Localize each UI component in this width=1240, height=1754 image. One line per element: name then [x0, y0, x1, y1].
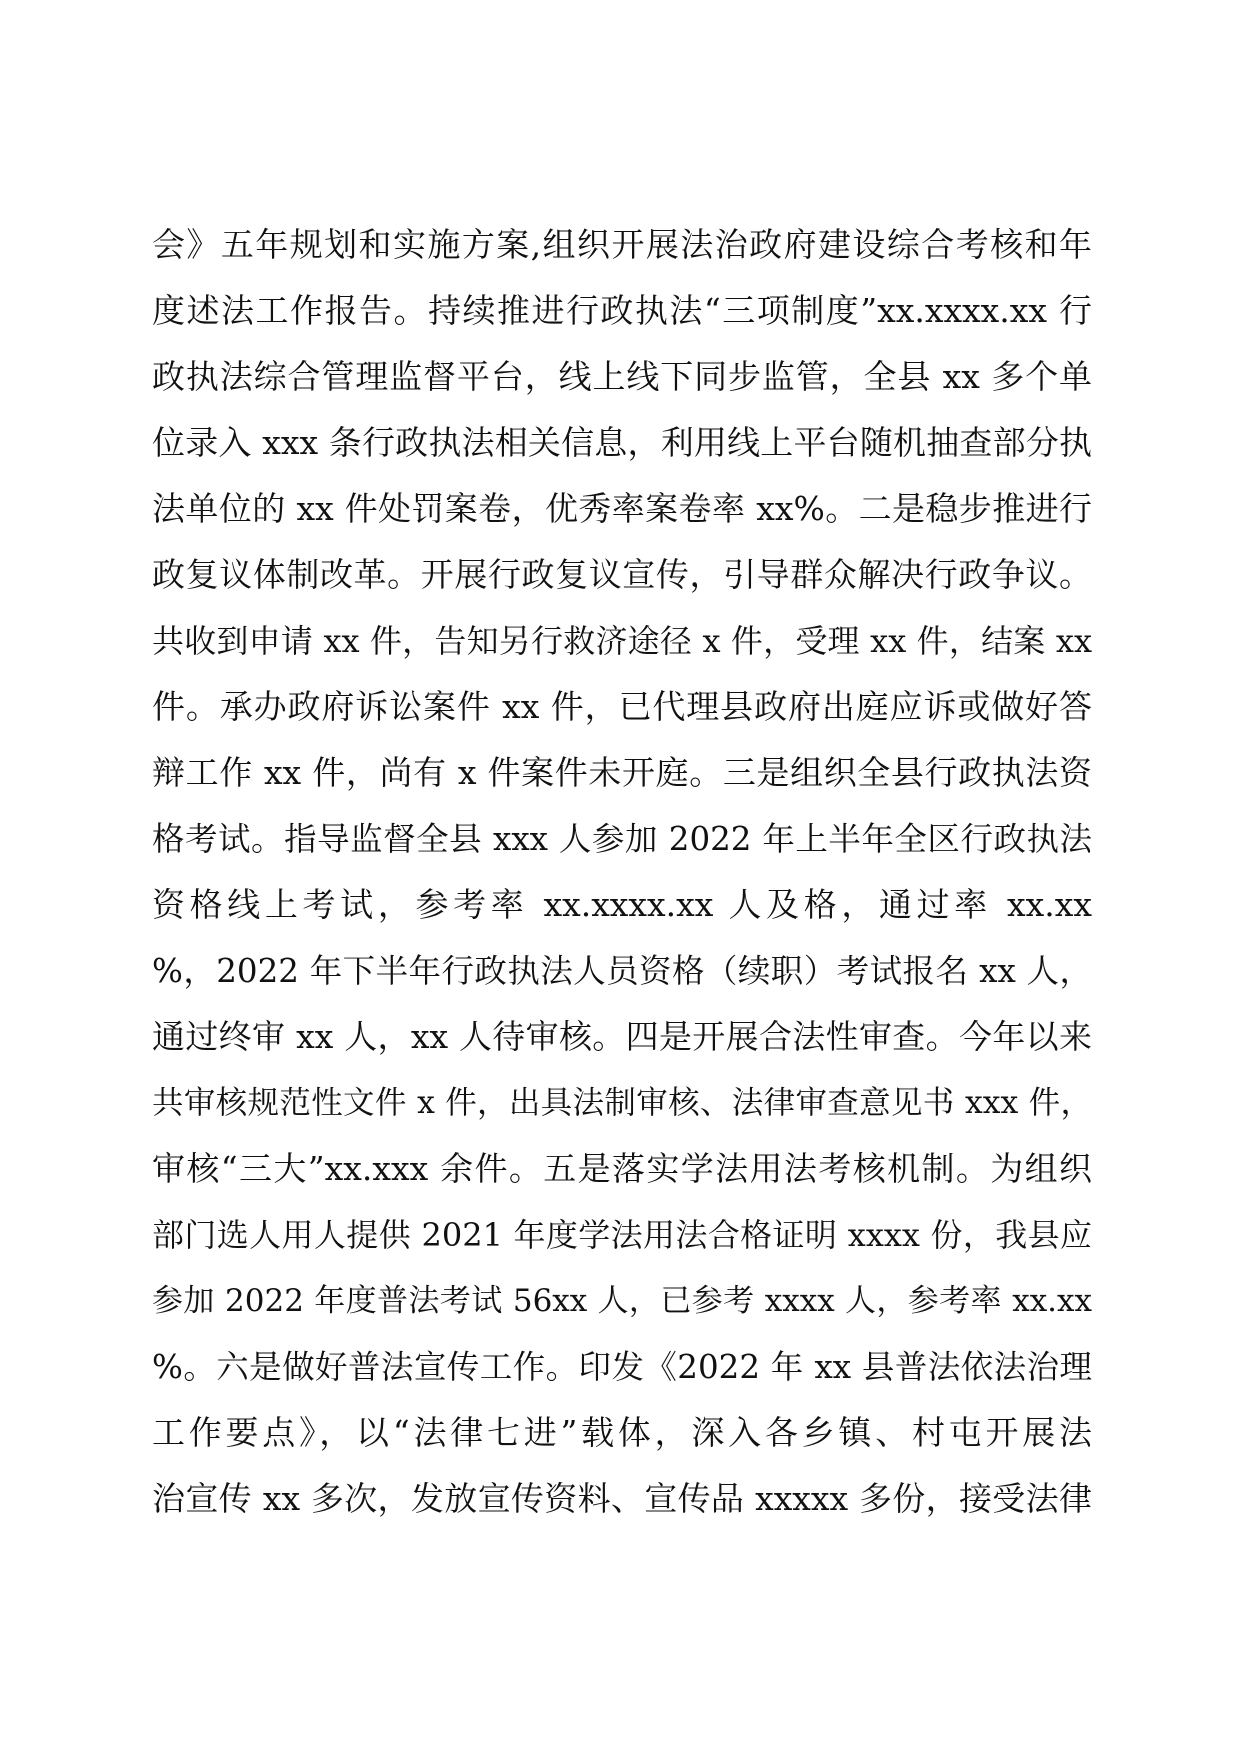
text-line: 部门选人用人提供 2021 年度学法用法合格证明 xxxx 份，我县应 — [152, 1216, 1092, 1254]
text-line: %，2022 年下半年行政执法人员资格（续职）考试报名 xx 人， — [152, 952, 1092, 990]
text-line: 审核“三大”xx.xxx 余件。五是落实学法用法考核机制。为组织 — [152, 1149, 1092, 1188]
text-line: 格考试。指导监督全县 xxx 人参加 2022 年上半年全区行政执法 — [152, 820, 1092, 858]
text-line: 工作要点》，以“法律七进”载体，深入各乡镇、村屯开展法 — [152, 1413, 1092, 1452]
text-line: 政执法综合管理监督平台，线上线下同步监管，全县 xx 多个单 — [152, 357, 1092, 396]
text-line: 会》五年规划和实施方案,组织开展法治政府建设综合考核和年 — [152, 225, 1092, 264]
text-line: 共审核规范性文件 x 件，出具法制审核、法律审查意见书 xxx 件， — [152, 1085, 1092, 1121]
text-line: 辩工作 xx 件，尚有 x 件案件未开庭。三是组织全县行政执法资 — [152, 753, 1092, 792]
text-line: 法单位的 xx 件处罚案卷，优秀率案卷率 xx%。二是稳步推进行 — [152, 489, 1092, 528]
text-line: 件。承办政府诉讼案件 xx 件，已代理县政府出庭应诉或做好答 — [152, 687, 1092, 726]
body-paragraph — [152, 212, 1092, 1532]
text-line: 度述法工作报告。持续推进行政执法“三项制度”xx.xxxx.xx 行 — [152, 291, 1092, 330]
text-line: 资格线上考试，参考率 xx.xxxx.xx 人及格，通过率 xx.xx — [152, 885, 1092, 924]
text-line: 参加 2022 年度普法考试 56xx 人，已参考 xxxx 人，参考率 xx.xx — [152, 1283, 1092, 1319]
text-line: 位录入 xxx 条行政执法相关信息，利用线上平台随机抽查部分执 — [152, 423, 1092, 462]
text-line: 共收到申请 xx 件，告知另行救济途径 x 件，受理 xx 件，结案 xx — [152, 622, 1092, 660]
text-line: 政复议体制改革。开展行政复议宣传，引导群众解决行政争议。 — [152, 555, 1092, 594]
text-line: 通过终审 xx 人，xx 人待审核。四是开展合法性审查。今年以来 — [152, 1017, 1092, 1056]
text-line: 治宣传 xx 多次，发放宣传资料、宣传品 xxxxx 多份，接受法律 — [152, 1479, 1092, 1518]
text-line: %。六是做好普法宣传工作。印发《2022 年 xx 县普法依法治理 — [152, 1348, 1092, 1386]
